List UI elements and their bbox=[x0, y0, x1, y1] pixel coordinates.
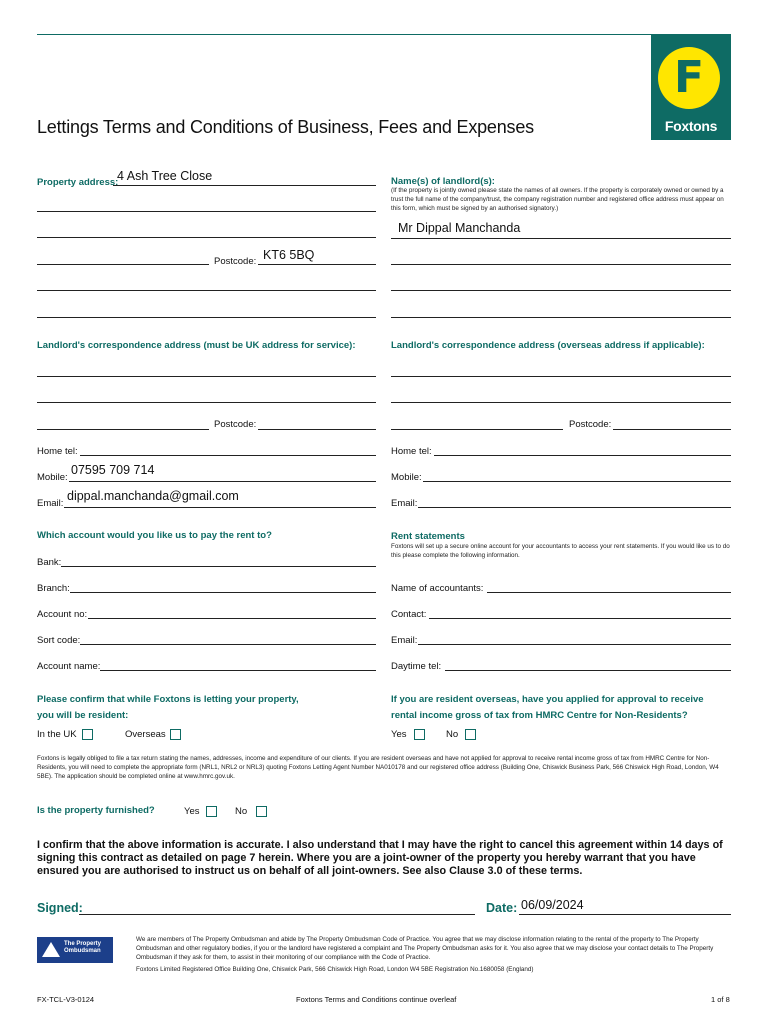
property-address-line-3[interactable] bbox=[37, 237, 376, 238]
approval-yes-label: Yes bbox=[391, 729, 407, 740]
footer-code: FX-TCL-V3-0124 bbox=[37, 995, 95, 1004]
overseas-checkbox[interactable] bbox=[170, 729, 181, 740]
overseas-postcode-label: Postcode: bbox=[569, 419, 612, 430]
logo-letter: F bbox=[673, 52, 705, 103]
approval-no-label: No bbox=[446, 729, 459, 740]
branch-line[interactable] bbox=[70, 592, 376, 593]
overseas-postcode-line[interactable] bbox=[613, 429, 731, 430]
accountants-label: Name of accountants: bbox=[391, 583, 484, 594]
branch-label: Branch: bbox=[37, 583, 70, 594]
approval-no-checkbox[interactable] bbox=[465, 729, 476, 740]
landlord-names-line-4[interactable] bbox=[391, 317, 731, 318]
ombudsman-house-icon bbox=[42, 942, 60, 957]
left-mobile-line[interactable] bbox=[69, 481, 376, 482]
accountants-email-label: Email: bbox=[391, 635, 418, 646]
signed-label: Signed: bbox=[37, 901, 83, 915]
accountants-line[interactable] bbox=[487, 592, 731, 593]
logo-text: Foxtons bbox=[664, 118, 718, 134]
left-home-tel-line[interactable] bbox=[80, 455, 376, 456]
property-ombudsman-logo bbox=[37, 937, 113, 963]
accountants-email-line[interactable] bbox=[418, 644, 731, 645]
uk-address-line-2[interactable] bbox=[37, 402, 376, 403]
landlord-names-label: Name(s) of landlord(s): bbox=[391, 176, 495, 187]
left-email-value: dippal.manchanda@gmail.com bbox=[67, 489, 239, 503]
right-home-tel-line[interactable] bbox=[434, 455, 731, 456]
overseas-address-line-3[interactable] bbox=[391, 429, 563, 430]
right-mobile-label: Mobile: bbox=[391, 472, 422, 483]
property-address-value: 4 Ash Tree Close bbox=[117, 169, 213, 183]
landlord-names-line-1[interactable] bbox=[391, 238, 731, 239]
left-mobile-label: Mobile: bbox=[37, 472, 68, 483]
rent-statements-note: Foxtons will set up a secure online account for your accountants to access your rent statements. If you would like us to do this please complete the following information. bbox=[391, 543, 730, 559]
bank-line[interactable] bbox=[61, 566, 376, 567]
daytime-tel-label: Daytime tel: bbox=[391, 661, 442, 672]
date-line[interactable] bbox=[519, 914, 731, 915]
overseas-label: Overseas bbox=[125, 729, 166, 740]
property-postcode-value: KT6 5BQ bbox=[263, 248, 315, 262]
account-no-label: Account no: bbox=[37, 609, 88, 620]
daytime-tel-line[interactable] bbox=[445, 670, 731, 671]
tax-notice: Foxtons is legally obliged to file a tax return stating the names, addresses, income and expenditure of our clients. If you are resident overseas and have not applied for approval to receive rental income gross of tax from HMRC Centre for Non-Residents, you will need to complete the appropriate form (NRL1, NRL2 or NRL3) quoting Foxtons Letting Agent Number NA010178 and our registered office address (Building One, Chiswick Business Park, 566 Chiswick High Road, London, W4 5BE). The application should be completed online at www.hmrc.gov.uk. bbox=[37, 755, 719, 780]
left-email-line[interactable] bbox=[64, 507, 376, 508]
overseas-address-line-1[interactable] bbox=[391, 376, 731, 377]
contact-label: Contact: bbox=[391, 609, 427, 620]
uk-address-line-1[interactable] bbox=[37, 376, 376, 377]
furnished-question: Is the property furnished? bbox=[37, 805, 155, 816]
furnished-no-checkbox[interactable] bbox=[256, 806, 267, 817]
landlord-names-line-2[interactable] bbox=[391, 264, 731, 265]
property-address-line-2[interactable] bbox=[37, 211, 376, 212]
ombudsman-text: We are members of The Property Ombudsman and abide by The Property Ombudsman Code of Practice. You agree that we may disclose information relating to the rental of the property to The Property Ombudsman and other regulatory bodies, if you or the landlord have registered a complaint and The Property Ombudsman asks for it. You also agree that we may disclose your contact details to The Property Ombudsman if they ask for them, to assist in their monitoring of our compliance with the Code of Practice. bbox=[136, 936, 714, 961]
bank-label: Bank: bbox=[37, 557, 62, 568]
rent-statements-heading: Rent statements bbox=[391, 531, 465, 542]
residency-question: Please confirm that while Foxtons is letting your property, you will be resident: bbox=[37, 694, 299, 721]
furnished-yes-label: Yes bbox=[184, 806, 200, 817]
overseas-address-line-2[interactable] bbox=[391, 402, 731, 403]
landlord-names-value: Mr Dippal Manchanda bbox=[398, 221, 521, 235]
property-postcode-line[interactable] bbox=[258, 264, 376, 265]
landlord-names-note: (If the property is jointly owned please state the names of all owners. If the property is corporately owned or owned by a trust the full name of the company/trust, the company registration number and registered office address must appear on this form, which must be signed by an authorised signatory.) bbox=[391, 187, 724, 212]
footer-continue: Foxtons Terms and Conditions continue overleaf bbox=[296, 995, 457, 1004]
approval-yes-checkbox[interactable] bbox=[414, 729, 425, 740]
overseas-correspondence-heading: Landlord's correspondence address (overseas address if applicable): bbox=[391, 340, 705, 351]
in-uk-label: In the UK bbox=[37, 729, 77, 740]
contact-line[interactable] bbox=[429, 618, 731, 619]
confirmation-text: I confirm that the above information is accurate. I also understand that I may have the right to cancel this agreement within 14 days of signing this contract as detailed on page 7 herein. Where you are a joint-owner of the property you hereby warrant that you have ensured you are authorised to instruct us on behalf of all joint-owners. See also Clause 3.0 of these terms. bbox=[37, 839, 723, 877]
right-email-line[interactable] bbox=[418, 507, 731, 508]
property-postcode-label: Postcode: bbox=[214, 256, 257, 267]
furnished-yes-checkbox[interactable] bbox=[206, 806, 217, 817]
uk-correspondence-heading: Landlord's correspondence address (must be UK address for service): bbox=[37, 340, 356, 351]
logo-circle-icon bbox=[658, 47, 720, 109]
property-address-line-1[interactable] bbox=[113, 185, 376, 186]
right-email-label: Email: bbox=[391, 498, 418, 509]
page-title: Lettings Terms and Conditions of Business, Fees and Expenses bbox=[37, 117, 534, 137]
registered-office-text: Foxtons Limited Registered Office Building One, Chiswick Park, 566 Chiswick High Road, London W4 5BE Registration No.1680058 (England) bbox=[136, 966, 534, 973]
date-value: 06/09/2024 bbox=[521, 898, 584, 912]
uk-address-line-3[interactable] bbox=[37, 429, 209, 430]
account-name-line[interactable] bbox=[100, 670, 376, 671]
right-mobile-line[interactable] bbox=[423, 481, 731, 482]
ombudsman-logo-text: The Property Ombudsman bbox=[64, 941, 102, 954]
sort-code-line[interactable] bbox=[80, 644, 376, 645]
uk-postcode-line[interactable] bbox=[258, 429, 376, 430]
uk-postcode-label: Postcode: bbox=[214, 419, 257, 430]
overseas-approval-question: If you are resident overseas, have you applied for approval to receive rental income gross of tax from HMRC Centre for Non-Residents? bbox=[391, 694, 704, 721]
foxtons-logo bbox=[651, 34, 731, 140]
furnished-no-label: No bbox=[235, 806, 248, 817]
right-home-tel-label: Home tel: bbox=[391, 446, 432, 457]
left-mobile-value: 07595 709 714 bbox=[71, 463, 155, 477]
signature-line[interactable] bbox=[79, 914, 475, 915]
account-name-label: Account name: bbox=[37, 661, 101, 672]
account-heading: Which account would you like us to pay the rent to? bbox=[37, 530, 272, 541]
in-uk-checkbox[interactable] bbox=[82, 729, 93, 740]
date-label: Date: bbox=[486, 901, 518, 915]
landlord-names-line-3[interactable] bbox=[391, 290, 731, 291]
property-address-line-4[interactable] bbox=[37, 264, 209, 265]
left-home-tel-label: Home tel: bbox=[37, 446, 78, 457]
header-rule bbox=[37, 34, 651, 35]
account-no-line[interactable] bbox=[88, 618, 376, 619]
sort-code-label: Sort code: bbox=[37, 635, 81, 646]
property-extra-line-1[interactable] bbox=[37, 290, 376, 291]
footer-page: 1 of 8 bbox=[711, 995, 730, 1004]
property-address-label: Property address: bbox=[37, 177, 119, 188]
property-extra-line-2[interactable] bbox=[37, 317, 376, 318]
left-email-label: Email: bbox=[37, 498, 64, 509]
